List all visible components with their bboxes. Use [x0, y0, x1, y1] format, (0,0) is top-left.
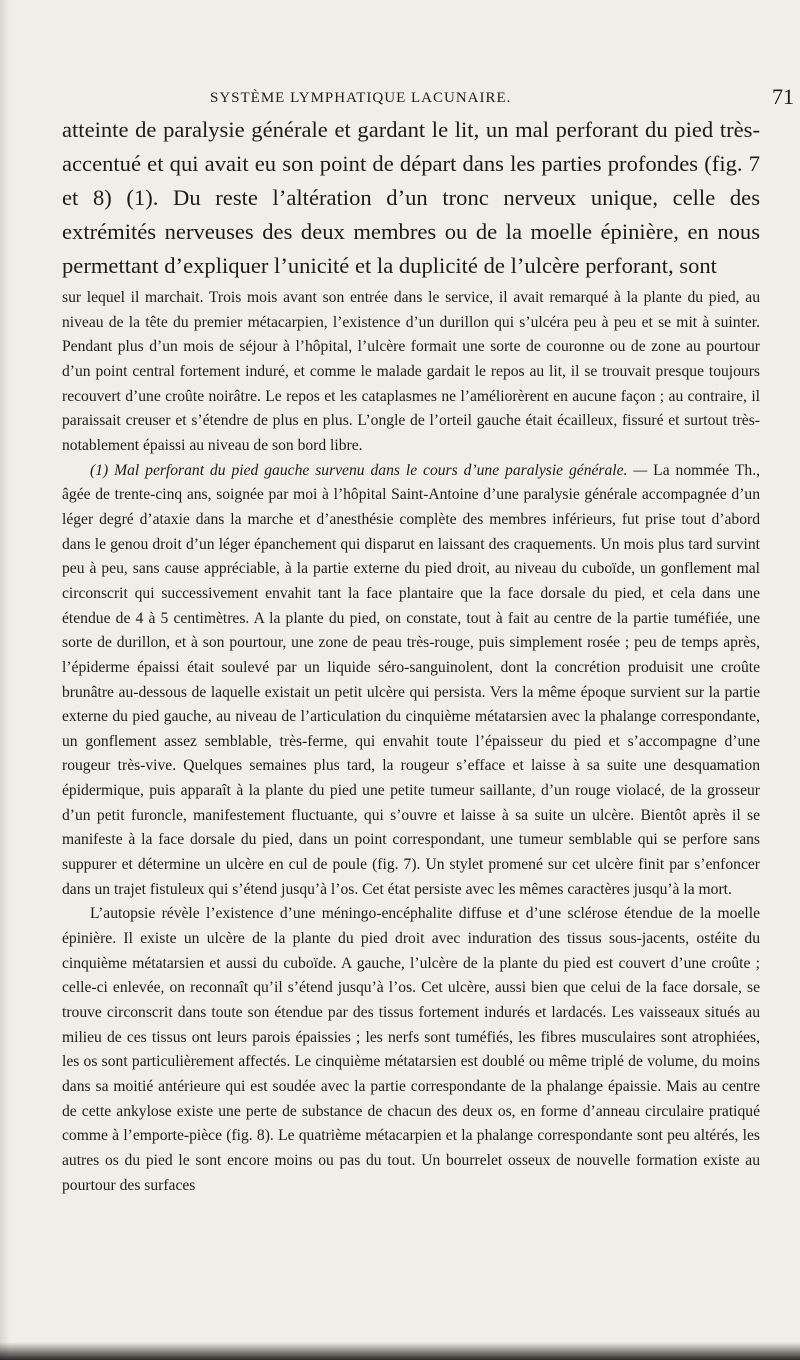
- body-paragraph-3: L’autopsie révèle l’existence d’une méningo-encéphalite diffuse et d’une sclérose étendue de la moelle épinière. Il existe un ulcère de la plante du pied droit avec induration des tissus sous-jacents, ostéite du cinquième métatarsien et aussi du cuboïde. A gauche, l’ulcère de la plante du pied est couvert d’une croûte ; celle-ci enlevée, on reconnaît qu’il s’étend jusqu’à l’os. Cet ulcère, aussi bien que celui de la face dorsale, se trouve circonscrit dans toute son étendue par des tissus fortement indurés et lardacés. Les vaisseaux situés au milieu de ces tissus ont leurs parois épaissies ; les nerfs sont tuméfiés, les fibres musculaires sont atrophiées, les os sont particulièrement affectés. Le cinquième métatarsien est doublé ou même triplé de volume, du moins dans sa moitié antérieure qui est soudée avec la partie correspondante de la phalange épaissie. Mais au centre de cette ankylose existe une perte de substance de chacun des deux os, en forme d’anneau circulaire pratiqué comme à l’emporte-pièce (fig. 8). Le quatrième métacarpien et la phalange correspondante sont peu altérés, les autres os du pied le sont encore moins ou pas du tout. Un bourrelet osseux de nouvelle formation existe au pourtour des surfaces: [62, 905, 760, 1194]
- page-number: 71: [772, 84, 794, 109]
- footnote-title: (1) Mal perforant du pied gauche survenu dans le cours d’une paralysie générale. —: [90, 461, 648, 479]
- body-paragraph-1: sur lequel il marchait. Trois mois avant son entrée dans le service, il avait remarqué à la plante du pied, au niveau de la tête du premier métacarpien, l’existence d’un durillon qui s’ulcéra peu à peu et se mit à suinter. Pendant plus d’un mois de séjour à l’hôpital, l’ulcère formait une sorte de couronne ou de zone au pourtour d’un point central fortement induré, et comme le malade gardait le repos au lit, il se trouvait presque toujours recouvert d’une croûte noirâtre. Le repos et les cataplasmes ne l’améliorèrent en aucune façon ; au contraire, il paraissait creuser et s’étendre de plus en plus. L’ongle de l’orteil gauche était écailleux, fissuré et surtout très-notablement épaissi au niveau de son bord libre.: [62, 289, 760, 454]
- page-header: [210, 84, 794, 114]
- scan-left-shadow: [0, 0, 10, 1360]
- running-head: SYSTÈME LYMPHATIQUE LACUNAIRE.: [210, 90, 512, 106]
- main-text-large: [62, 113, 760, 283]
- main-text-small: [62, 286, 760, 1198]
- lead-paragraph: atteinte de paralysie générale et gardant le lit, un mal perforant du pied très-accentué et qui avait eu son point de départ dans les parties profondes (fig. 7 et 8) (1). Du reste l’altération d’un tronc nerveux unique, celle des extrémités nerveuses des deux membres ou de la moelle épinière, en nous permettant d’expliquer l’unicité et la duplicité de l’ulcère perforant, sont: [62, 117, 760, 278]
- footnote-text: La nommée Th., âgée de trente-cinq ans, soignée par moi à l’hôpital Saint-Antoine d’une paralysie générale accompagnée d’un léger degré d’ataxie dans la marche et d’anesthésie complète des membres inférieurs, fut prise tout d’abord dans le genou droit d’un léger épanchement qui disparut en laissant des craquements. Un mois plus tard survint peu à peu, sans cause appréciable, à la partie externe du pied droit, au niveau du cuboïde, un gonflement mal circonscrit qui successivement envahit tant la face plantaire que la face dorsale du pied, et cela dans une étendue de 4 à 5 centimètres. A la plante du pied, on constate, tout à fait au centre de la partie tuméfiée, une sorte de durillon, et à son pourtour, une zone de peau très-rouge, puis simplement rosée ; peu de temps après, l’épiderme épaissi était soulevé par un liquide séro-sanguinolent, dont la concrétion produisit une croûte brunâtre au-dessous de laquelle existait un petit ulcère qui persista. Vers la même époque survient sur la partie externe du pied gauche, au niveau de l’articulation du cinquième métatarsien avec la phalange correspondante, un gonflement assez semblable, très-ferme, qui envahit toute l’épaisseur du pied et s’accompagne d’une rougeur très-vive. Quelques semaines plus tard, la rougeur s’efface et laisse à sa suite une desquamation épidermique, puis apparaît à la plante du pied une petite tumeur saillante, d’un rouge violacé, de la grosseur d’un petit furoncle, manifestement fluctuante, qui s’ouvre et laisse à sa suite un ulcère. Bientôt après il se manifeste à la face dorsale du pied, dans un point correspondant, une tumeur semblable qui se perfore sans suppurer et détermine un ulcère en cul de poule (fig. 7). Un stylet promené sur cet ulcère finit par s’enfoncer dans un trajet fistuleux qui s’étend jusqu’à l’os. Cet état persiste avec les mêmes caractères jusqu’à la mort.: [62, 461, 760, 898]
- scan-bottom-shadow: [0, 1342, 800, 1360]
- footnote-paragraph: [62, 459, 760, 903]
